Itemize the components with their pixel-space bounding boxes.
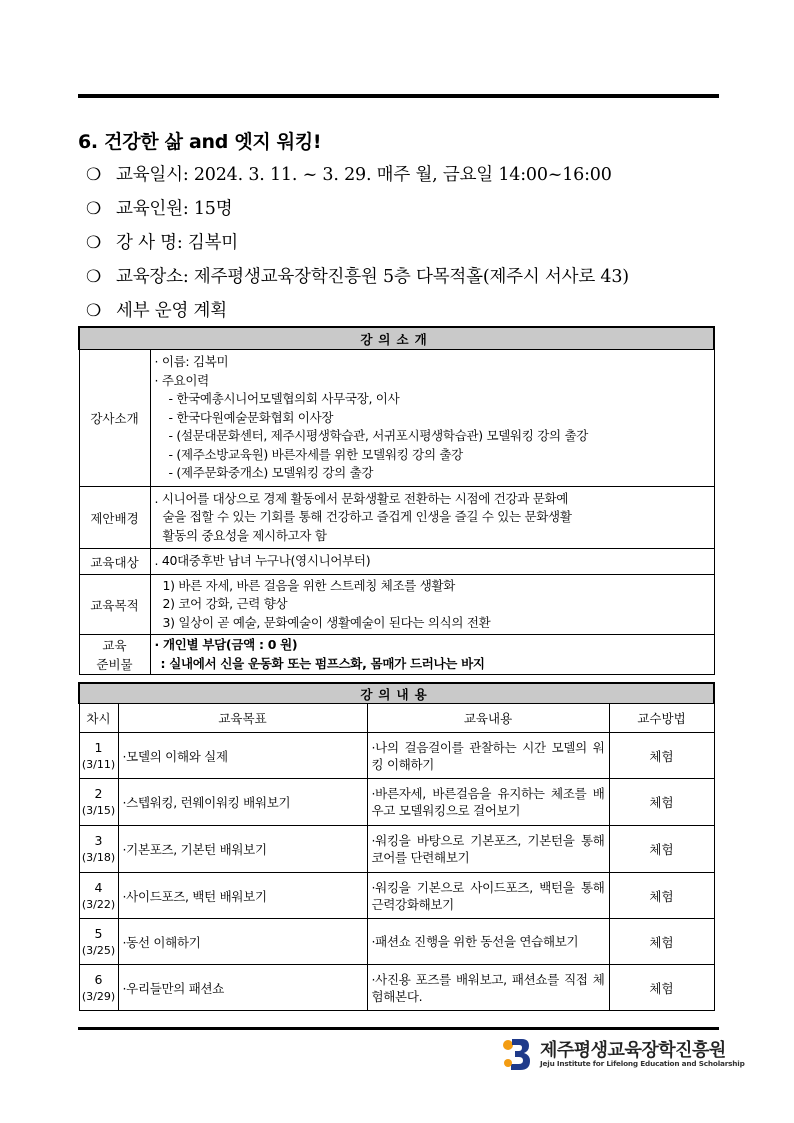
- info-text: 교육일시: 2024. 3. 11. ~ 3. 29. 매주 월, 금요일 14:00~16:00: [116, 165, 612, 185]
- detail-line: · 이름: 김복미: [154, 354, 229, 370]
- session-no: 3: [94, 833, 103, 848]
- instructor-label: 강사소개: [79, 350, 150, 487]
- session-date: (3/25): [81, 943, 116, 957]
- session-date: (3/11): [81, 757, 116, 771]
- circle-bullet-icon: ❍: [86, 301, 102, 321]
- detail-line: 3) 일상이 곧 예술, 문화예술이 생활예술이 된다는 의식의 전환: [162, 614, 491, 630]
- sessions-header: 강의내용: [79, 683, 714, 704]
- instructor-details: [150, 350, 714, 487]
- session-content: ·사진용 포즈를 배워보고, 패션쇼를 직접 체험해본다.: [367, 965, 609, 1011]
- session-no: 5: [94, 925, 103, 941]
- institute-logo-icon: [502, 1036, 534, 1072]
- session-date: (3/22): [81, 897, 116, 911]
- detail-line: - (제주소방교육원) 바른자세를 위한 모델워킹 강의 출강: [168, 446, 463, 462]
- detail-line: · 개인별 부담(금액 : 0 원): [154, 637, 298, 652]
- detail-line: . 40대중후반 남녀 누구나(영시니어부터): [154, 553, 371, 569]
- session-number: [79, 873, 118, 919]
- info-text: 교육인원: 15명: [116, 199, 233, 219]
- table-row: [79, 733, 714, 779]
- institute-subtitle: Jeju Institute for Lifelong Education and Scholarship: [540, 1059, 745, 1068]
- purpose-text: [150, 575, 714, 635]
- column-header: 교수방법: [609, 704, 714, 733]
- sessions-table: [78, 682, 715, 1011]
- info-item-instructor: [86, 229, 629, 263]
- session-method: 체험: [609, 826, 714, 873]
- intro-header: 강의소개: [79, 327, 714, 350]
- session-method: 체험: [609, 965, 714, 1011]
- purpose-label: 교육목적: [79, 575, 150, 635]
- info-item-place: [86, 263, 629, 297]
- column-header: 교육내용: [367, 704, 609, 733]
- background-text: [150, 487, 714, 549]
- prep-text: [150, 635, 714, 675]
- bottom-rule: [78, 1027, 719, 1030]
- prep-label-line: 준비물: [96, 656, 133, 672]
- detail-line: - 한국다원예술문화협회 이사장: [168, 409, 334, 425]
- session-no: 4: [94, 879, 103, 895]
- detail-line: 술을 접할 수 있는 기회를 통해 건강하고 즐겁게 인생을 즐길 수 있는 문화생활: [162, 509, 572, 525]
- session-number: [79, 779, 118, 826]
- table-row: [79, 919, 714, 965]
- session-number: [79, 919, 118, 965]
- session-no: 6: [94, 971, 103, 987]
- session-content: ·바른자세, 바른걸음을 유지하는 체조를 배우고 모델워킹으로 걸어보기: [367, 779, 609, 826]
- target-text: [150, 549, 714, 575]
- session-number: [79, 826, 118, 873]
- detail-line: - (설문대문화센터, 제주시평생학습관, 서귀포시평생학습관) 모델워킹 강의 출강: [168, 428, 589, 444]
- detail-line: · 주요이력: [154, 372, 209, 388]
- session-date: (3/18): [81, 851, 116, 864]
- top-rule: [78, 94, 719, 98]
- session-content: ·패션쇼 진행을 위한 동선을 연습해보기: [367, 919, 609, 965]
- session-goal: ·기본포즈, 기본턴 배워보기: [118, 826, 367, 873]
- detail-line: 1) 바른 자세, 바른 걸음을 위한 스트레칭 체조를 생활화: [162, 577, 456, 593]
- session-goal: ·우리들만의 패션쇼: [118, 965, 367, 1011]
- info-text: 교육장소: 제주평생교육장학진흥원 5층 다목적홀(제주시 서사로 43): [116, 267, 629, 287]
- session-method: 체험: [609, 733, 714, 779]
- session-method: 체험: [609, 873, 714, 919]
- section-title: 6. 건강한 삶 and 엣지 워킹!: [78, 131, 322, 153]
- info-list: [86, 161, 629, 331]
- info-text: 세부 운영 계획: [116, 301, 227, 321]
- info-item-count: [86, 195, 629, 229]
- institute-name: 제주평생교육장학진흥원: [540, 1040, 726, 1061]
- intro-table: [78, 326, 715, 675]
- circle-bullet-icon: ❍: [86, 199, 102, 219]
- session-date: (3/15): [81, 804, 116, 817]
- circle-bullet-icon: ❍: [86, 267, 102, 287]
- session-method: 체험: [609, 919, 714, 965]
- session-no: 2: [94, 786, 103, 801]
- session-number: [79, 733, 118, 779]
- session-number: [79, 965, 118, 1011]
- table-row: [79, 873, 714, 919]
- session-method: 체험: [609, 779, 714, 826]
- detail-line: - 한국예총시니어모델협의회 사무국장, 이사: [168, 391, 400, 407]
- session-content: ·워킹을 기본으로 사이드포즈, 백턴을 통해 근력강화해보기: [367, 873, 609, 919]
- session-goal: ·스텝워킹, 런웨이워킹 배워보기: [118, 779, 367, 826]
- detail-line: . 시니어를 대상으로 경제 활동에서 문화생활로 전환하는 시점에 건강과 문화예: [154, 490, 569, 506]
- session-no: 1: [94, 739, 103, 755]
- detail-line: 활동의 중요성을 제시하고자 함: [162, 527, 327, 543]
- column-header: 교육목표: [118, 704, 367, 733]
- info-text: 강 사 명: 김복미: [116, 233, 239, 253]
- session-goal: ·동선 이해하기: [118, 919, 367, 965]
- column-header: 차시: [79, 704, 118, 733]
- detail-line: 2) 코어 강화, 근력 향상: [162, 596, 288, 612]
- background-label: 제안배경: [79, 487, 150, 549]
- session-goal: ·모델의 이해와 실제: [118, 733, 367, 779]
- prep-label-line: 교육: [102, 637, 127, 653]
- session-content: ·워킹을 바탕으로 기본포즈, 기본턴을 통해 코어를 단련해보기: [367, 826, 609, 873]
- session-date: (3/29): [81, 989, 116, 1003]
- table-row: [79, 779, 714, 826]
- detail-line: : 실내에서 신을 운동화 또는 펌프스화, 몸매가 드러나는 바지: [160, 655, 485, 671]
- session-goal: ·사이드포즈, 백턴 배워보기: [118, 873, 367, 919]
- session-content: ·나의 걸음걸이를 관찰하는 시간 모델의 워킹 이해하기: [367, 733, 609, 779]
- info-item-date: [86, 161, 629, 195]
- table-row: [79, 826, 714, 873]
- circle-bullet-icon: ❍: [86, 165, 102, 185]
- circle-bullet-icon: ❍: [86, 233, 102, 253]
- prep-label: [79, 635, 150, 675]
- detail-line: - (제주문화중개소) 모델워킹 강의 출강: [168, 465, 374, 481]
- table-row: [79, 965, 714, 1011]
- target-label: 교육대상: [79, 549, 150, 575]
- institute-logo: [502, 1034, 745, 1074]
